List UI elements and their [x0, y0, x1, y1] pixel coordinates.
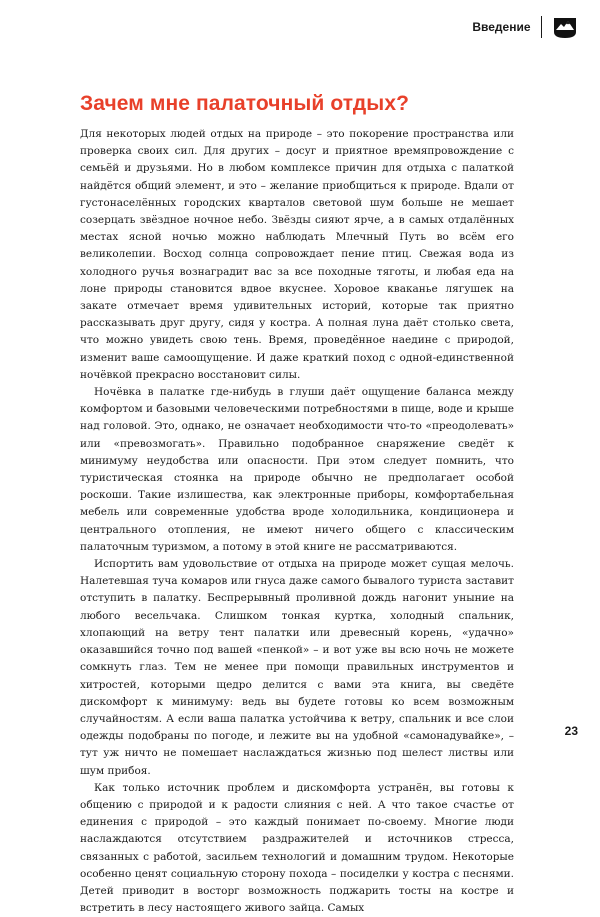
- running-header: [472, 14, 578, 40]
- paragraph: Испортить вам удовольствие от отдыха на природе может сущая мелочь. Налетевшая туча комаров или гнуса даже самого бывалого туриста заставит отступить в палатку. Беспрерывный проливной дождь нагонит уныние на любого весельчака. Слишком тонкая куртка, холодный спальник, хлопающий на ветру тент палатки или древесный корень, «удачно» оказавшийся точно под вашей «пенкой» – и вот уже вы всю ночь не можете сомкнуть глаз. Тем не менее при помощи правильных инструментов и хитростей, которыми щедро делится с вами эта книга, вы сведёте дискомфорт к минимуму: ведь вы будете готовы ко всем возможным случайностям. А если ваша палатка устойчива к ветру, спальник и все слои одежды подобраны по погоде, и лежите вы на удобной «самонадувайке», – тут уж ничто не помешает наслаждаться жизнью под шелест листвы или шум прибоя.: [80, 558, 514, 777]
- chapter-title: Зачем мне палаточный отдых?: [80, 92, 410, 115]
- paragraph: Ночёвка в палатке где-нибудь в глуши даёт ощущение баланса между комфортом и базовыми человеческими потребностями в пище, воде и крыше над головой. Это, однако, не означает необходимости что-то «преодолевать» или «превозмогать». Правильно подобранное снаряжение сведёт к минимуму неудобства или опасности. При этом следует помнить, что туристическая стоянка на природе обычно не предполагает особой роскоши. Такие излишества, как электронные приборы, комфортабельная мебель или современные удобства вроде холодильника, кондиционера и центрального отопления, не имеют ничего общего с классическим палаточным туризмом, а потому в этой книге не рассматриваются.: [80, 386, 514, 553]
- paragraph: Для некоторых людей отдых на природе – это покорение пространства или проверка своих сил. Для других – досуг и приятное времяпровождение с семьёй и друзьями. Но в любом комплексе причин для отдыха с палаткой найдётся общий элемент, и это – желание приобщиться к природе. Вдали от густонаселённых городских кварталов световой шум больше не мешает созерцать звёздное ночное небо. Звёзды сияют ярче, а в самых отдалённых местах ясной ночью можно наблюдать Млечный Путь во всём его великолепии. Восход солнца сопровождает пение птиц. Свежая вода из холодного ручья вознаградит вас за все походные тяготы, и любая еда на лоне природы становится вдвое вкуснее. Хоровое кваканье лягушек на закате отмечает время удивительных историй, которые так приятно рассказывать друг другу, сидя у костра. А полная луна даёт столько света, что можно увидеть свою тень. Время, проведённое наедине с природой, изменит ваше самоощущение. И даже краткий поход с одной-единственной ночёвкой прекрасно восстановит силы.: [80, 128, 514, 381]
- paragraph: Как только источник проблем и дискомфорта устранён, вы готовы к общению с природой и к радости слияния с ней. А что такое счастье от единения с природой – это каждый понимает по-своему. Многие люди наслаждаются отсутствием раздражителей и источников стресса, связанных с работой, засильем технологий и домашним трудом. Некоторые особенно ценят социальную сторону похода – посиделки у костра с песнями. Детей приводит в восторг возможность поджарить тосты на костре и встретить в лесу настоящего живого зайца. Самых: [80, 781, 514, 915]
- header-divider: [541, 16, 543, 38]
- mountain-logo-icon: [552, 14, 578, 40]
- section-label: Введение: [472, 20, 531, 34]
- body-text: [80, 126, 514, 917]
- page-number: 23: [564, 724, 578, 738]
